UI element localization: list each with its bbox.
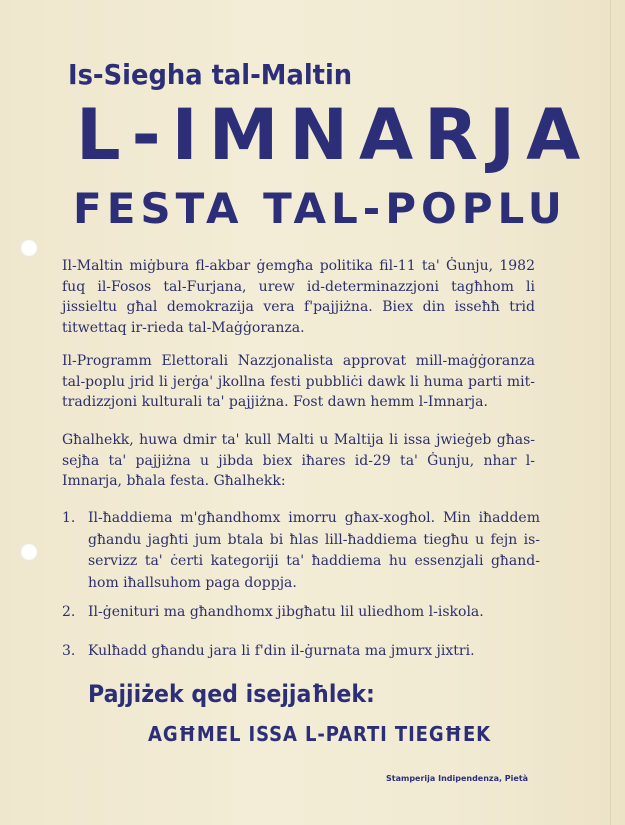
list-item-number: 3. (62, 643, 76, 659)
footer-slogan: Pajjiżek qed isejjaħlek: (88, 680, 375, 708)
list-item-text: Il-ħaddiema m'għandhomx imorru għax-xogħol. Min iħaddem għandu jagħti jum btala bi ħlas lill-ħaddiema tiegħu u fejn is-servizz ta' ċerti kategoriji ta' ħaddiema hu essenzjali għand-hom iħallsuhom paga doppja. (88, 510, 540, 591)
list-item-number: 1. (62, 510, 76, 526)
paragraph-3: Għalhekk, huwa dmir ta' kull Malti u Maltija li issa jwieġeb għas-sejħa ta' pajjiżna u jibda biex iħares id-29 ta' Ġunju, nhar l-Imnarja, bħala festa. Għalhekk: (62, 432, 535, 489)
list-item (62, 602, 540, 624)
header-subtitle: Is-Siegha tal-Maltin (68, 58, 353, 91)
punch-hole-top (20, 239, 38, 257)
printer-imprint: Stamperija Indipendenza, Pietà (386, 774, 529, 783)
paper-fold-line (610, 0, 611, 825)
paragraph-2: Il-Programm Elettorali Nazzjonalista approvat mill-maġġoranza tal-poplu jrid li jerġa' jkollna festi pubbliċi dawk li huma parti mit-tradizzjoni kulturali ta' pajjiżna. Fost dawn hemm l-Imnarja. (62, 353, 535, 410)
paragraph-1: Il-Maltin miġbura fl-akbar ġemgħa politika fil-11 ta' Ġunju, 1982 fuq il-Fosos tal-Furjana, urew id-determinazzjoni tagħhom li jissieltu għal demokrazija vera f'pajjiżna. Biex din isseħħ trid titwettaq ir-rieda tal-Maġġoranza. (62, 258, 535, 336)
list-item-text: Il-ġenituri ma għandhomx jibgħatu lil uliedhom l-iskola. (88, 604, 484, 620)
list-item-number: 2. (62, 604, 76, 620)
list-item (62, 641, 540, 663)
list-item-text: Kulħadd għandu jara li f'din il-ġurnata ma jmurx jixtri. (88, 643, 475, 659)
punch-hole-bottom (20, 543, 38, 561)
list-item (62, 508, 540, 594)
footer-call-to-action: AGĦMEL ISSA L-PARTI TIEGĦEK (148, 722, 492, 746)
page-title: L-IMNARJA (76, 94, 592, 176)
header-festa: FESTA TAL-POPLU (73, 184, 567, 233)
